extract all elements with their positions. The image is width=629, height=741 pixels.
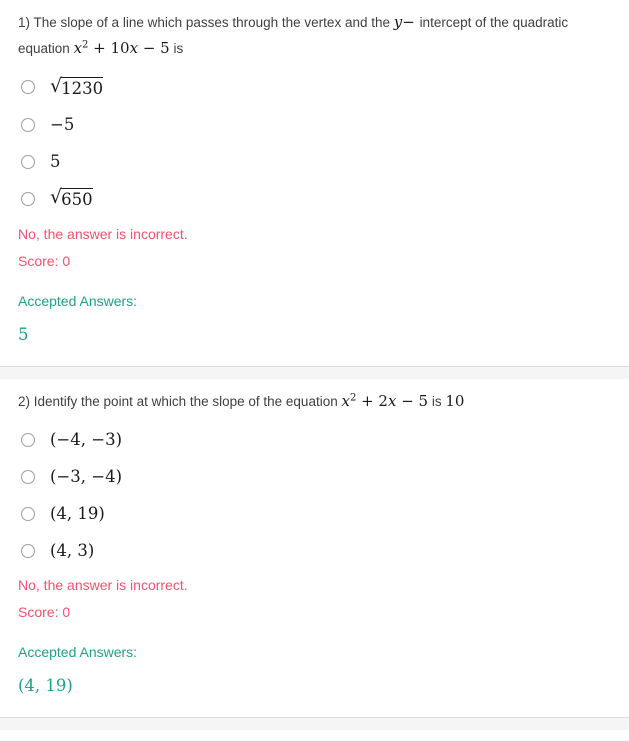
- math-variable: x: [387, 392, 397, 411]
- math-text: − 5: [396, 392, 429, 411]
- incorrect-message: No, the answer is incorrect.: [18, 577, 188, 594]
- math-text: 10: [445, 392, 465, 411]
- radio-button[interactable]: [21, 80, 35, 94]
- math-variable: x: [129, 39, 139, 58]
- option-label: (4, 19): [50, 504, 105, 524]
- math-text: −: [402, 13, 420, 31]
- incorrect-message: No, the answer is incorrect.: [18, 226, 188, 243]
- sqrt-sign: √: [50, 74, 63, 97]
- prompt-text: is: [169, 41, 184, 57]
- radio-button[interactable]: [21, 470, 35, 484]
- option-row[interactable]: [18, 74, 611, 99]
- math-text: + 10: [88, 39, 130, 58]
- question-card-1: [0, 0, 629, 367]
- prompt-text: 1) The slope of a line which passes through the vertex and the: [18, 15, 394, 30]
- question-text: [18, 379, 611, 414]
- accepted-answers-label: Accepted Answers:: [18, 644, 138, 661]
- option-label: (4, 3): [50, 541, 95, 561]
- sqrt-sign: √: [50, 186, 63, 209]
- math-text: − 5: [138, 39, 170, 58]
- option-row[interactable]: [18, 503, 611, 524]
- option-label: [50, 188, 93, 210]
- option-label: 5: [50, 152, 61, 172]
- option-label: −5: [50, 115, 75, 135]
- option-label: (−4, −3): [50, 430, 123, 450]
- radio-button[interactable]: [21, 118, 35, 132]
- math-text: + 2: [356, 392, 388, 411]
- option-row[interactable]: [18, 429, 611, 450]
- radio-button[interactable]: [21, 155, 35, 169]
- prompt-text: is: [428, 394, 446, 410]
- radicand: 650: [61, 190, 93, 210]
- option-row[interactable]: [18, 188, 611, 210]
- score-text: Score: 0: [18, 604, 71, 621]
- math-variable: x: [73, 39, 83, 58]
- math-superscript: 2: [82, 39, 89, 51]
- option-row[interactable]: [18, 114, 611, 135]
- option-label: (−3, −4): [50, 467, 123, 487]
- accepted-answers-label: Accepted Answers:: [18, 293, 138, 310]
- math-variable: x: [341, 392, 350, 411]
- option-row[interactable]: [18, 466, 611, 487]
- option-row[interactable]: [18, 540, 611, 561]
- prompt-text: intercept of the quadratic equation: [18, 15, 569, 57]
- option-row[interactable]: [18, 151, 611, 172]
- prompt-text: 2) Identify the point at which the slope of the equation: [18, 394, 342, 410]
- radio-button[interactable]: [21, 544, 35, 558]
- option-label: [50, 74, 104, 99]
- accepted-answer-value: (4, 19): [18, 676, 73, 696]
- options-list: [18, 74, 611, 211]
- radio-button[interactable]: [21, 192, 35, 206]
- math-variable: y: [393, 13, 403, 31]
- radio-button[interactable]: [21, 433, 35, 447]
- next-question-card: [0, 730, 629, 740]
- score-text: Score: 0: [18, 253, 71, 270]
- radicand: 1230: [61, 78, 104, 98]
- question-text: [18, 0, 611, 62]
- question-card-2: [0, 379, 629, 718]
- options-list: [18, 429, 611, 561]
- math-superscript: 2: [349, 392, 357, 404]
- accepted-answer-value: 5: [18, 325, 29, 345]
- radio-button[interactable]: [21, 507, 35, 521]
